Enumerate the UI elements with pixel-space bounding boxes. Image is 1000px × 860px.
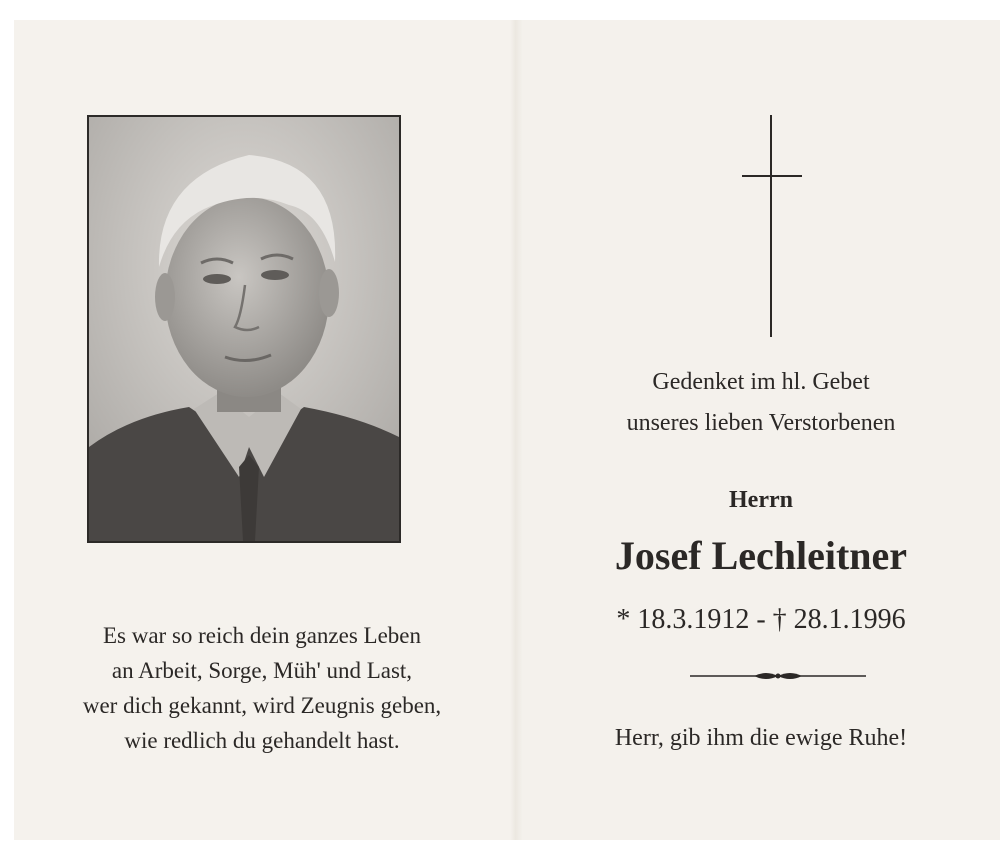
portrait-photo — [89, 117, 399, 541]
left-panel — [14, 20, 510, 840]
honorific: Herrn — [729, 487, 793, 513]
poem-line-1: Es war so reich dein ganzes Leben — [102, 623, 422, 648]
cross-icon — [732, 115, 812, 340]
portrait-photo-frame — [87, 115, 401, 543]
right-panel — [522, 20, 1000, 840]
memorial-card — [14, 20, 1000, 840]
poem-line-3: wer dich gekannt, wird Zeugnis geben, — [82, 693, 442, 718]
prayer-line-2: unseres lieben Verstorbenen — [626, 410, 896, 436]
poem-line-2: an Arbeit, Sorge, Müh' und Last, — [111, 658, 413, 683]
deceased-name: Josef Lechleitner — [614, 533, 908, 578]
poem-line-4: wie redlich du gehandelt hast. — [124, 728, 400, 753]
prayer-line-1: Gedenket im hl. Gebet — [652, 369, 870, 395]
life-dates: * 18.3.1912 - † 28.1.1996 — [616, 604, 906, 635]
closing-prayer: Herr, gib ihm die ewige Ruhe! — [614, 725, 908, 751]
memorial-poem — [14, 618, 510, 758]
card-fold — [510, 20, 522, 840]
ornament-divider-icon — [690, 668, 866, 684]
